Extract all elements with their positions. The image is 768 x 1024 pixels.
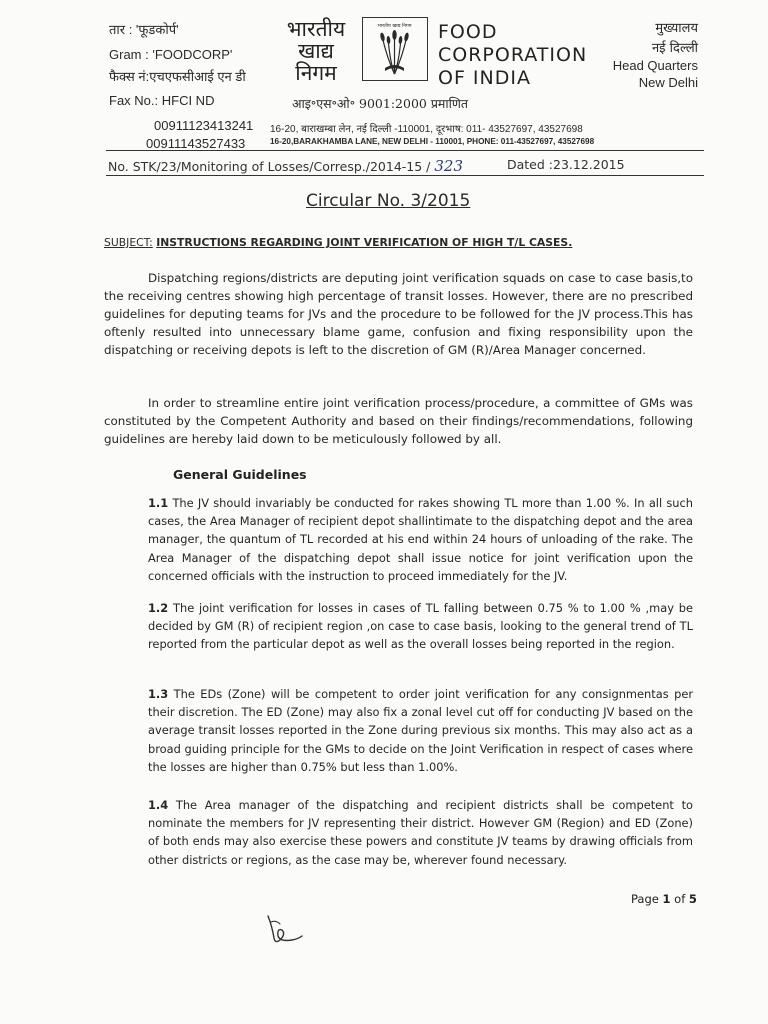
english-name-line-3: OF INDIA <box>438 67 531 89</box>
guideline-item <box>148 599 693 654</box>
fax-line: Fax No.: HFCI ND <box>109 93 215 108</box>
section-heading: General Guidelines <box>173 467 307 482</box>
page-total: 5 <box>688 892 697 906</box>
phone-2: 00911143527433 <box>146 136 246 151</box>
subject-text: INSTRUCTIONS REGARDING JOINT VERIFICATION OF HIGH T/L CASES. <box>156 236 573 249</box>
paragraph-text: Dispatching regions/districts are deputing joint verification squads on case to case basis,to the receiving centres showing high percentage of transit losses. However, there are no prescribed guidelines for deputing teams for JVs and the procedure to be followed for the JV process.This has oftenly resulted into unnecessary blame game, confusion and fixing responsibility upon the dispatching or receiving depots is left to the discretion of GM (R)/Area Manager concerned. <box>104 271 693 357</box>
subject-label: SUBJECT: <box>104 236 153 249</box>
body-paragraph-1 <box>104 269 693 359</box>
handwritten-reference-number: 323 <box>434 157 464 175</box>
page-number <box>631 892 697 906</box>
guideline-number: 1.3 <box>148 687 169 701</box>
address-hindi: 16-20, बाराखम्बा लेन, नई दिल्ली -110001, दूरभाष: 011- 43527697, 43527698 <box>270 124 583 135</box>
wheat-emblem-icon <box>363 18 426 79</box>
address-english: 16-20,BARAKHAMBA LANE, NEW DELHI - 110001, PHONE: 011-43527697, 43527698 <box>270 137 595 146</box>
circular-title: Circular No. 3/2015 <box>306 191 471 211</box>
letterhead-rule-bottom <box>106 175 704 176</box>
hq-hindi-2: नई दिल्ली <box>651 41 698 56</box>
emblem-caption: भारतीय खाद्य निगम <box>377 24 412 29</box>
english-name-line-2: CORPORATION <box>438 44 588 66</box>
guideline-item <box>148 685 693 776</box>
guideline-text: The JV should invariably be conducted for rakes showing TL more than 1.00 %. In all such cases, the Area Manager of recipient depot shallintimate to the dispatching depot and the area manager, the quantum of TL recorded at his end within 24 hours of unloading of the rake. The Area Manager of the dispatching depot shall issue notice for joint verification upon the concerned officials with the instruction to proceed immediately for the JV. <box>148 496 694 583</box>
phone-1: 00911123413241 <box>154 118 254 133</box>
reference-date: Dated :23.12.2015 <box>507 157 625 172</box>
hindi-name-line-1: भारतीय <box>286 17 346 41</box>
gram-line: Gram : 'FOODCORP' <box>109 47 233 62</box>
paragraph-text: In order to streamline entire joint verification process/procedure, a committee of GMs was constituted by the Competent Authority and based on their findings/recommendations, following guidelines are hereby laid down to be meticulously followed by all. <box>104 396 693 446</box>
guideline-item <box>148 796 693 869</box>
subject-line <box>104 236 572 249</box>
reference-number: No. STK/23/Monitoring of Losses/Corresp./2014-15 / <box>108 159 431 174</box>
english-name-line-1: FOOD <box>438 21 498 43</box>
hindi-name-line-2: खाद्य <box>298 39 334 63</box>
hq-block <box>578 18 698 91</box>
hq-english-1: Head Quarters <box>612 58 698 73</box>
telegram-line: तार : 'फूडकोर्प' <box>109 22 179 37</box>
guideline-number: 1.1 <box>148 496 169 510</box>
fax-hindi-line: फैक्स नं:एचएफसीआई एन डी <box>109 69 246 84</box>
guideline-text: The Area manager of the dispatching and recipient districts shall be competent to nominate the members for JV representing their district. However GM (Region) and ED (Zone) of both ends may also exercise these powers and constitute JV teams by drawing officials from other districts or regions, as the case may be, wherever found necessary. <box>148 798 693 867</box>
guideline-item <box>148 494 693 585</box>
guideline-text: The EDs (Zone) will be competent to order joint verification for any consignmentas per their discretion. The ED (Zone) may also fix a zonal level cut off for conducting JV based on the average transit losses reported in the Zone during previous six months. This may also act as a broad guiding principle for the GMs to decide on the Joint Verification in respect of cases where the losses are higher than 0.75% but less than 1.00%. <box>148 687 694 774</box>
page-current: 1 <box>662 892 671 906</box>
hq-english-2: New Delhi <box>638 75 698 90</box>
page-of: of <box>674 892 686 906</box>
body-paragraph-2 <box>104 394 693 448</box>
reference-line <box>108 157 463 175</box>
hindi-org-name <box>275 18 357 84</box>
hindi-name-line-3: निगम <box>295 61 337 85</box>
guideline-number: 1.4 <box>148 798 169 812</box>
guideline-text: The joint verification for losses in cases of TL falling between 0.75 % to 1.00 % ,may be decided by GM (R) of recipient region ,on case to case basis, looking to the general trend of TL reported from the particular depot as well as the overall losses being reported in the region. <box>148 601 693 652</box>
hq-hindi-1: मुख्यालय <box>655 21 698 36</box>
english-org-name <box>438 21 587 90</box>
guideline-number: 1.2 <box>148 601 169 615</box>
iso-certification: आइ॰एस॰ओ॰ 9001:2000 प्रमाणित <box>292 96 469 111</box>
handwritten-initials-signature <box>262 910 306 948</box>
letterhead-rule-top <box>106 150 704 151</box>
page-prefix: Page <box>631 892 659 906</box>
fci-emblem-logo <box>362 17 428 81</box>
